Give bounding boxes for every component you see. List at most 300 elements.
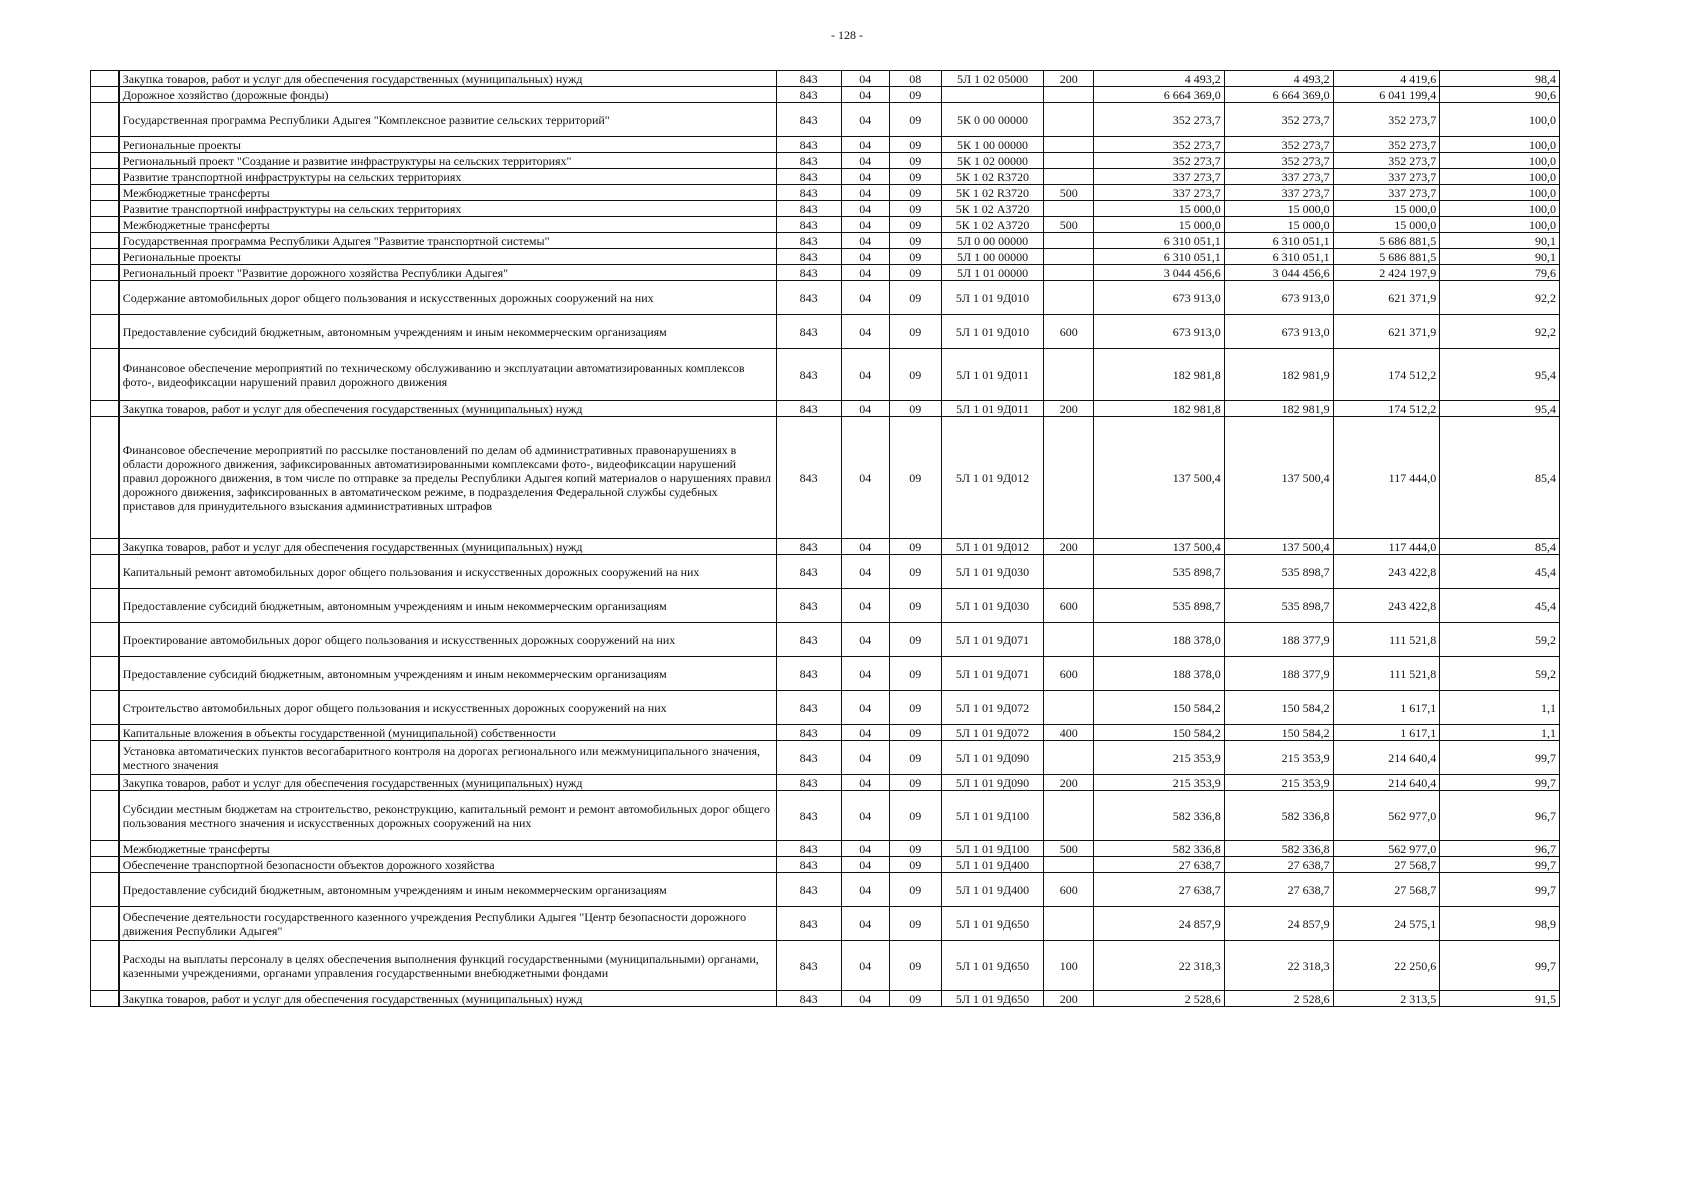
- table-row: [91, 87, 1560, 103]
- refined-amount-cell: 337 273,7: [1224, 185, 1333, 201]
- department-code-cell: 843: [776, 401, 841, 417]
- margin-cell: [91, 401, 119, 417]
- execution-percent-cell: 99,7: [1440, 775, 1560, 791]
- planned-amount-cell: 137 500,4: [1094, 539, 1225, 555]
- refined-amount-cell: 352 273,7: [1224, 153, 1333, 169]
- margin-cell: [91, 775, 119, 791]
- item-name-cell: Региональные проекты: [119, 249, 776, 265]
- subsection-code-cell: 09: [889, 217, 941, 233]
- refined-amount-cell: 582 336,8: [1224, 841, 1333, 857]
- target-item-code-cell: 5Л 1 01 9Д072: [941, 691, 1043, 725]
- target-item-code-cell: 5Л 1 01 9Д012: [941, 539, 1043, 555]
- department-code-cell: 843: [776, 417, 841, 539]
- actual-amount-cell: 2 313,5: [1333, 991, 1440, 1007]
- item-name-cell: Обеспечение деятельности государственного казенного учреждения Республики Адыгея "Центр безопасности дорожного движения Республики Адыгея": [119, 907, 776, 941]
- target-item-code-cell: 5Л 1 01 9Д011: [941, 349, 1043, 401]
- item-name-cell: Закупка товаров, работ и услуг для обеспечения государственных (муниципальных) нужд: [119, 775, 776, 791]
- item-name-cell: Строительство автомобильных дорог общего пользования и искусственных дорожных сооружений на них: [119, 691, 776, 725]
- department-code-cell: 843: [776, 201, 841, 217]
- item-name-cell: Обеспечение транспортной безопасности объектов дорожного хозяйства: [119, 857, 776, 873]
- actual-amount-cell: 1 617,1: [1333, 725, 1440, 741]
- expense-type-code-cell: 200: [1044, 71, 1094, 87]
- expense-type-code-cell: [1044, 201, 1094, 217]
- expense-type-code-cell: [1044, 349, 1094, 401]
- department-code-cell: 843: [776, 623, 841, 657]
- item-name-cell: Закупка товаров, работ и услуг для обеспечения государственных (муниципальных) нужд: [119, 539, 776, 555]
- target-item-code-cell: 5Л 0 00 00000: [941, 233, 1043, 249]
- subsection-code-cell: 09: [889, 657, 941, 691]
- section-code-cell: 04: [841, 691, 889, 725]
- section-code-cell: 04: [841, 873, 889, 907]
- subsection-code-cell: 09: [889, 941, 941, 991]
- subsection-code-cell: 09: [889, 185, 941, 201]
- subsection-code-cell: 09: [889, 791, 941, 841]
- subsection-code-cell: 08: [889, 71, 941, 87]
- margin-cell: [91, 991, 119, 1007]
- target-item-code-cell: 5Л 1 01 9Д100: [941, 841, 1043, 857]
- planned-amount-cell: 27 638,7: [1094, 873, 1225, 907]
- target-item-code-cell: 5Л 1 01 9Д100: [941, 791, 1043, 841]
- expense-type-code-cell: 200: [1044, 775, 1094, 791]
- refined-amount-cell: 27 638,7: [1224, 873, 1333, 907]
- department-code-cell: 843: [776, 841, 841, 857]
- item-name-cell: Субсидии местным бюджетам на строительство, реконструкцию, капитальный ремонт и ремонт автомобильных дорог общего пользования местного значения и искусственных дорожных сооружений на них: [119, 791, 776, 841]
- actual-amount-cell: 352 273,7: [1333, 153, 1440, 169]
- actual-amount-cell: 24 575,1: [1333, 907, 1440, 941]
- department-code-cell: 843: [776, 991, 841, 1007]
- refined-amount-cell: 150 584,2: [1224, 691, 1333, 725]
- planned-amount-cell: 24 857,9: [1094, 907, 1225, 941]
- actual-amount-cell: 27 568,7: [1333, 873, 1440, 907]
- expense-type-code-cell: 600: [1044, 315, 1094, 349]
- refined-amount-cell: 188 377,9: [1224, 623, 1333, 657]
- refined-amount-cell: 352 273,7: [1224, 137, 1333, 153]
- refined-amount-cell: 535 898,7: [1224, 589, 1333, 623]
- section-code-cell: 04: [841, 217, 889, 233]
- section-code-cell: 04: [841, 281, 889, 315]
- actual-amount-cell: 111 521,8: [1333, 657, 1440, 691]
- margin-cell: [91, 137, 119, 153]
- execution-percent-cell: 98,9: [1440, 907, 1560, 941]
- item-name-cell: Региональные проекты: [119, 137, 776, 153]
- expense-type-code-cell: [1044, 417, 1094, 539]
- table-row: [91, 217, 1560, 233]
- item-name-cell: Предоставление субсидий бюджетным, автономным учреждениям и иным некоммерческим организациям: [119, 589, 776, 623]
- section-code-cell: 04: [841, 349, 889, 401]
- planned-amount-cell: 352 273,7: [1094, 103, 1225, 137]
- actual-amount-cell: 214 640,4: [1333, 741, 1440, 775]
- item-name-cell: Финансовое обеспечение мероприятий по рассылке постановлений по делам об административных правонарушениях в области дорожного движения, зафиксированных автоматизированными комплексами фото-, видеофиксации нарушений правил дорожного движения, в том числе по отправке за пределы Республики Адыгея копий материалов о нарушениях правил дорожного движения, зафиксированных в автоматическом режиме, в подразделения Федеральной службы судебных приставов для принудительного взыскания административных штрафов: [119, 417, 776, 539]
- department-code-cell: 843: [776, 775, 841, 791]
- section-code-cell: 04: [841, 539, 889, 555]
- margin-cell: [91, 315, 119, 349]
- target-item-code-cell: 5Л 1 01 9Д011: [941, 401, 1043, 417]
- department-code-cell: 843: [776, 725, 841, 741]
- planned-amount-cell: 188 378,0: [1094, 657, 1225, 691]
- section-code-cell: 04: [841, 991, 889, 1007]
- execution-percent-cell: 99,7: [1440, 941, 1560, 991]
- margin-cell: [91, 201, 119, 217]
- target-item-code-cell: 5К 1 02 А3720: [941, 217, 1043, 233]
- subsection-code-cell: 09: [889, 741, 941, 775]
- section-code-cell: 04: [841, 417, 889, 539]
- item-name-cell: Межбюджетные трансферты: [119, 185, 776, 201]
- subsection-code-cell: 09: [889, 857, 941, 873]
- expense-type-code-cell: 600: [1044, 589, 1094, 623]
- item-name-cell: Межбюджетные трансферты: [119, 841, 776, 857]
- subsection-code-cell: 09: [889, 233, 941, 249]
- planned-amount-cell: 352 273,7: [1094, 153, 1225, 169]
- planned-amount-cell: 6 310 051,1: [1094, 233, 1225, 249]
- table-row: [91, 281, 1560, 315]
- actual-amount-cell: 621 371,9: [1333, 315, 1440, 349]
- refined-amount-cell: 27 638,7: [1224, 857, 1333, 873]
- section-code-cell: 04: [841, 169, 889, 185]
- table-row: [91, 153, 1560, 169]
- execution-percent-cell: 99,7: [1440, 857, 1560, 873]
- expense-type-code-cell: [1044, 555, 1094, 589]
- planned-amount-cell: 215 353,9: [1094, 775, 1225, 791]
- item-name-cell: Межбюджетные трансферты: [119, 217, 776, 233]
- item-name-cell: Капитальный ремонт автомобильных дорог общего пользования и искусственных дорожных сооружений на них: [119, 555, 776, 589]
- refined-amount-cell: 182 981,9: [1224, 401, 1333, 417]
- expense-type-code-cell: 500: [1044, 185, 1094, 201]
- target-item-code-cell: 5К 1 00 00000: [941, 137, 1043, 153]
- margin-cell: [91, 71, 119, 87]
- subsection-code-cell: 09: [889, 873, 941, 907]
- execution-percent-cell: 45,4: [1440, 555, 1560, 589]
- refined-amount-cell: 582 336,8: [1224, 791, 1333, 841]
- department-code-cell: 843: [776, 281, 841, 315]
- refined-amount-cell: 215 353,9: [1224, 775, 1333, 791]
- execution-percent-cell: 91,5: [1440, 991, 1560, 1007]
- section-code-cell: 04: [841, 249, 889, 265]
- execution-percent-cell: 95,4: [1440, 401, 1560, 417]
- planned-amount-cell: 137 500,4: [1094, 417, 1225, 539]
- margin-cell: [91, 103, 119, 137]
- actual-amount-cell: 27 568,7: [1333, 857, 1440, 873]
- execution-percent-cell: 100,0: [1440, 169, 1560, 185]
- department-code-cell: 843: [776, 555, 841, 589]
- table-row: [91, 401, 1560, 417]
- planned-amount-cell: 337 273,7: [1094, 169, 1225, 185]
- subsection-code-cell: 09: [889, 249, 941, 265]
- target-item-code-cell: 5Л 1 00 00000: [941, 249, 1043, 265]
- margin-cell: [91, 857, 119, 873]
- execution-percent-cell: 90,6: [1440, 87, 1560, 103]
- section-code-cell: 04: [841, 201, 889, 217]
- section-code-cell: 04: [841, 841, 889, 857]
- department-code-cell: 843: [776, 103, 841, 137]
- table-row: [91, 555, 1560, 589]
- item-name-cell: Предоставление субсидий бюджетным, автономным учреждениям и иным некоммерческим организациям: [119, 873, 776, 907]
- subsection-code-cell: 09: [889, 103, 941, 137]
- subsection-code-cell: 09: [889, 349, 941, 401]
- margin-cell: [91, 873, 119, 907]
- target-item-code-cell: 5К 1 02 R3720: [941, 169, 1043, 185]
- table-row: [91, 185, 1560, 201]
- table-row: [91, 249, 1560, 265]
- target-item-code-cell: 5Л 1 01 9Д071: [941, 657, 1043, 691]
- actual-amount-cell: 111 521,8: [1333, 623, 1440, 657]
- expense-type-code-cell: 200: [1044, 991, 1094, 1007]
- actual-amount-cell: 6 041 199,4: [1333, 87, 1440, 103]
- execution-percent-cell: 59,2: [1440, 623, 1560, 657]
- margin-cell: [91, 907, 119, 941]
- execution-percent-cell: 90,1: [1440, 249, 1560, 265]
- margin-cell: [91, 265, 119, 281]
- margin-cell: [91, 349, 119, 401]
- actual-amount-cell: 174 512,2: [1333, 401, 1440, 417]
- expense-type-code-cell: [1044, 137, 1094, 153]
- target-item-code-cell: 5Л 1 01 9Д400: [941, 873, 1043, 907]
- refined-amount-cell: 182 981,9: [1224, 349, 1333, 401]
- planned-amount-cell: 4 493,2: [1094, 71, 1225, 87]
- margin-cell: [91, 691, 119, 725]
- item-name-cell: Закупка товаров, работ и услуг для обеспечения государственных (муниципальных) нужд: [119, 71, 776, 87]
- subsection-code-cell: 09: [889, 555, 941, 589]
- actual-amount-cell: 15 000,0: [1333, 201, 1440, 217]
- department-code-cell: 843: [776, 169, 841, 185]
- actual-amount-cell: 117 444,0: [1333, 417, 1440, 539]
- refined-amount-cell: 137 500,4: [1224, 539, 1333, 555]
- planned-amount-cell: 337 273,7: [1094, 185, 1225, 201]
- subsection-code-cell: 09: [889, 417, 941, 539]
- subsection-code-cell: 09: [889, 265, 941, 281]
- item-name-cell: Финансовое обеспечение мероприятий по техническому обслуживанию и эксплуатации автоматизированных комплексов фото-, видеофиксации нарушений правил дорожного движения: [119, 349, 776, 401]
- target-item-code-cell: 5Л 1 01 9Д030: [941, 589, 1043, 623]
- expense-type-code-cell: [1044, 87, 1094, 103]
- table-row: [91, 103, 1560, 137]
- table-row: [91, 857, 1560, 873]
- margin-cell: [91, 555, 119, 589]
- section-code-cell: 04: [841, 907, 889, 941]
- actual-amount-cell: 621 371,9: [1333, 281, 1440, 315]
- item-name-cell: Государственная программа Республики Адыгея "Комплексное развитие сельских территорий": [119, 103, 776, 137]
- department-code-cell: 843: [776, 315, 841, 349]
- planned-amount-cell: 182 981,8: [1094, 401, 1225, 417]
- subsection-code-cell: 09: [889, 691, 941, 725]
- planned-amount-cell: 535 898,7: [1094, 589, 1225, 623]
- execution-percent-cell: 100,0: [1440, 201, 1560, 217]
- expense-type-code-cell: 200: [1044, 539, 1094, 555]
- table-row: [91, 265, 1560, 281]
- target-item-code-cell: 5Л 1 01 9Д071: [941, 623, 1043, 657]
- section-code-cell: 04: [841, 87, 889, 103]
- margin-cell: [91, 623, 119, 657]
- planned-amount-cell: 215 353,9: [1094, 741, 1225, 775]
- table-row: [91, 657, 1560, 691]
- refined-amount-cell: 673 913,0: [1224, 315, 1333, 349]
- execution-percent-cell: 1,1: [1440, 725, 1560, 741]
- item-name-cell: Региональный проект "Создание и развитие инфраструктуры на сельских территориях": [119, 153, 776, 169]
- refined-amount-cell: 6 310 051,1: [1224, 249, 1333, 265]
- execution-percent-cell: 85,4: [1440, 539, 1560, 555]
- department-code-cell: 843: [776, 691, 841, 725]
- refined-amount-cell: 352 273,7: [1224, 103, 1333, 137]
- department-code-cell: 843: [776, 233, 841, 249]
- section-code-cell: 04: [841, 555, 889, 589]
- table-row: [91, 169, 1560, 185]
- actual-amount-cell: 4 419,6: [1333, 71, 1440, 87]
- execution-percent-cell: 100,0: [1440, 153, 1560, 169]
- refined-amount-cell: 15 000,0: [1224, 201, 1333, 217]
- planned-amount-cell: 22 318,3: [1094, 941, 1225, 991]
- section-code-cell: 04: [841, 185, 889, 201]
- actual-amount-cell: 562 977,0: [1333, 841, 1440, 857]
- planned-amount-cell: 535 898,7: [1094, 555, 1225, 589]
- refined-amount-cell: 215 353,9: [1224, 741, 1333, 775]
- subsection-code-cell: 09: [889, 841, 941, 857]
- refined-amount-cell: 6 664 369,0: [1224, 87, 1333, 103]
- margin-cell: [91, 185, 119, 201]
- execution-percent-cell: 96,7: [1440, 841, 1560, 857]
- section-code-cell: 04: [841, 741, 889, 775]
- section-code-cell: 04: [841, 941, 889, 991]
- subsection-code-cell: 09: [889, 991, 941, 1007]
- margin-cell: [91, 217, 119, 233]
- planned-amount-cell: 6 310 051,1: [1094, 249, 1225, 265]
- margin-cell: [91, 941, 119, 991]
- target-item-code-cell: 5К 1 02 00000: [941, 153, 1043, 169]
- table-row: [91, 741, 1560, 775]
- expense-type-code-cell: [1044, 103, 1094, 137]
- actual-amount-cell: 2 424 197,9: [1333, 265, 1440, 281]
- expense-type-code-cell: [1044, 741, 1094, 775]
- expense-type-code-cell: [1044, 857, 1094, 873]
- expense-type-code-cell: 500: [1044, 217, 1094, 233]
- department-code-cell: 843: [776, 349, 841, 401]
- target-item-code-cell: 5Л 1 01 9Д650: [941, 941, 1043, 991]
- actual-amount-cell: 15 000,0: [1333, 217, 1440, 233]
- expense-type-code-cell: 600: [1044, 873, 1094, 907]
- section-code-cell: 04: [841, 315, 889, 349]
- department-code-cell: 843: [776, 265, 841, 281]
- refined-amount-cell: 150 584,2: [1224, 725, 1333, 741]
- expense-type-code-cell: [1044, 265, 1094, 281]
- actual-amount-cell: 337 273,7: [1333, 185, 1440, 201]
- expense-type-code-cell: [1044, 249, 1094, 265]
- section-code-cell: 04: [841, 657, 889, 691]
- table-row: [91, 71, 1560, 87]
- execution-percent-cell: 96,7: [1440, 791, 1560, 841]
- department-code-cell: 843: [776, 657, 841, 691]
- section-code-cell: 04: [841, 589, 889, 623]
- margin-cell: [91, 417, 119, 539]
- target-item-code-cell: 5Л 1 01 9Д090: [941, 741, 1043, 775]
- expense-type-code-cell: 100: [1044, 941, 1094, 991]
- actual-amount-cell: 243 422,8: [1333, 555, 1440, 589]
- planned-amount-cell: 15 000,0: [1094, 201, 1225, 217]
- margin-cell: [91, 791, 119, 841]
- expense-type-code-cell: 200: [1044, 401, 1094, 417]
- target-item-code-cell: 5Л 1 01 9Д072: [941, 725, 1043, 741]
- table-row: [91, 791, 1560, 841]
- target-item-code-cell: 5Л 1 01 00000: [941, 265, 1043, 281]
- item-name-cell: Предоставление субсидий бюджетным, автономным учреждениям и иным некоммерческим организациям: [119, 315, 776, 349]
- expense-type-code-cell: [1044, 169, 1094, 185]
- refined-amount-cell: 4 493,2: [1224, 71, 1333, 87]
- refined-amount-cell: 188 377,9: [1224, 657, 1333, 691]
- target-item-code-cell: 5Л 1 01 9Д090: [941, 775, 1043, 791]
- execution-percent-cell: 79,6: [1440, 265, 1560, 281]
- refined-amount-cell: 673 913,0: [1224, 281, 1333, 315]
- department-code-cell: 843: [776, 185, 841, 201]
- item-name-cell: Закупка товаров, работ и услуг для обеспечения государственных (муниципальных) нужд: [119, 401, 776, 417]
- planned-amount-cell: 352 273,7: [1094, 137, 1225, 153]
- margin-cell: [91, 153, 119, 169]
- department-code-cell: 843: [776, 589, 841, 623]
- actual-amount-cell: 1 617,1: [1333, 691, 1440, 725]
- subsection-code-cell: 09: [889, 315, 941, 349]
- budget-sheet: [90, 70, 1560, 1007]
- target-item-code-cell: 5К 1 02 А3720: [941, 201, 1043, 217]
- planned-amount-cell: 582 336,8: [1094, 791, 1225, 841]
- table-row: [91, 623, 1560, 657]
- table-row: [91, 907, 1560, 941]
- department-code-cell: 843: [776, 71, 841, 87]
- target-item-code-cell: 5Л 1 02 05000: [941, 71, 1043, 87]
- execution-percent-cell: 99,7: [1440, 873, 1560, 907]
- department-code-cell: 843: [776, 941, 841, 991]
- subsection-code-cell: 09: [889, 137, 941, 153]
- target-item-code-cell: 5Л 1 01 9Д030: [941, 555, 1043, 589]
- subsection-code-cell: 09: [889, 623, 941, 657]
- target-item-code-cell: 5Л 1 01 9Д650: [941, 991, 1043, 1007]
- execution-percent-cell: 59,2: [1440, 657, 1560, 691]
- execution-percent-cell: 45,4: [1440, 589, 1560, 623]
- refined-amount-cell: 24 857,9: [1224, 907, 1333, 941]
- refined-amount-cell: 535 898,7: [1224, 555, 1333, 589]
- actual-amount-cell: 22 250,6: [1333, 941, 1440, 991]
- expense-type-code-cell: [1044, 153, 1094, 169]
- planned-amount-cell: 3 044 456,6: [1094, 265, 1225, 281]
- refined-amount-cell: 337 273,7: [1224, 169, 1333, 185]
- subsection-code-cell: 09: [889, 87, 941, 103]
- refined-amount-cell: 6 310 051,1: [1224, 233, 1333, 249]
- item-name-cell: Региональный проект "Развитие дорожного хозяйства Республики Адыгея": [119, 265, 776, 281]
- target-item-code-cell: 5К 1 02 R3720: [941, 185, 1043, 201]
- expense-type-code-cell: 400: [1044, 725, 1094, 741]
- planned-amount-cell: 582 336,8: [1094, 841, 1225, 857]
- subsection-code-cell: 09: [889, 281, 941, 315]
- margin-cell: [91, 725, 119, 741]
- planned-amount-cell: 150 584,2: [1094, 691, 1225, 725]
- item-name-cell: Установка автоматических пунктов весогабаритного контроля на дорогах регионального или межмуниципального значения, местного значения: [119, 741, 776, 775]
- department-code-cell: 843: [776, 539, 841, 555]
- subsection-code-cell: 09: [889, 201, 941, 217]
- margin-cell: [91, 281, 119, 315]
- subsection-code-cell: 09: [889, 153, 941, 169]
- item-name-cell: Развитие транспортной инфраструктуры на сельских территориях: [119, 169, 776, 185]
- actual-amount-cell: 562 977,0: [1333, 791, 1440, 841]
- target-item-code-cell: 5К 0 00 00000: [941, 103, 1043, 137]
- execution-percent-cell: 98,4: [1440, 71, 1560, 87]
- table-row: [91, 349, 1560, 401]
- subsection-code-cell: 09: [889, 169, 941, 185]
- table-row: [91, 941, 1560, 991]
- refined-amount-cell: 15 000,0: [1224, 217, 1333, 233]
- department-code-cell: 843: [776, 857, 841, 873]
- department-code-cell: 843: [776, 873, 841, 907]
- actual-amount-cell: 174 512,2: [1333, 349, 1440, 401]
- planned-amount-cell: 6 664 369,0: [1094, 87, 1225, 103]
- page-number: - 128 -: [831, 28, 863, 42]
- actual-amount-cell: 352 273,7: [1333, 137, 1440, 153]
- margin-cell: [91, 87, 119, 103]
- margin-cell: [91, 169, 119, 185]
- table-row: [91, 315, 1560, 349]
